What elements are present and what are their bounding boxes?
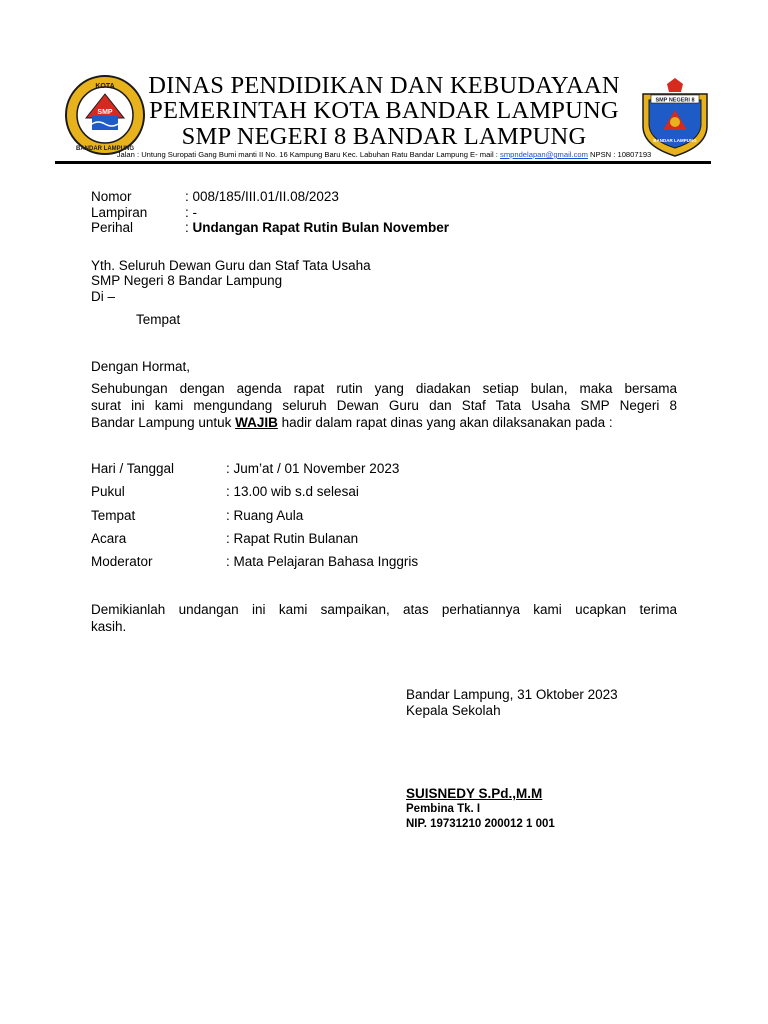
recipient-line-1: Yth. Seluruh Dewan Guru dan Staf Tata Usaha: [91, 258, 371, 273]
svg-text:SMP: SMP: [97, 109, 113, 116]
paragraph-line-3-start: Bandar Lampung untuk: [91, 415, 236, 430]
svg-text:BANDAR LAMPUNG: BANDAR LAMPUNG: [76, 146, 134, 152]
wajib-emphasis: WAJIB: [235, 415, 278, 430]
greeting: Dengan Hormat,: [91, 359, 191, 374]
paragraph-line-2: surat ini kami mengundang seluruh Dewan Guru dan Staf Tata Usaha SMP Negeri 8: [91, 398, 677, 413]
detail-value-tempat: : Ruang Aula: [226, 508, 304, 523]
paragraph-line-3: [91, 414, 677, 431]
detail-value-acara: : Rapat Rutin Bulanan: [226, 531, 359, 546]
address-text: Jalan : Untung Suropati Gang Bumi manti II No. 16 Kampung Baru Kec. Labuhan Ratu Bandar Lampung E- mail :: [116, 150, 501, 159]
detail-label-pukul: Pukul: [91, 484, 125, 499]
recipient-place: Tempat: [136, 312, 181, 327]
svg-text:KOTA: KOTA: [95, 83, 115, 90]
place-date: Bandar Lampung, 31 Oktober 2023: [406, 687, 618, 702]
detail-label-tempat: Tempat: [91, 508, 136, 523]
letterhead-line-1: DINAS PENDIDIKAN DAN KEBUDAYAAN: [148, 72, 620, 99]
signatory-position: Kepala Sekolah: [406, 703, 501, 718]
letterhead-line-2: PEMERINTAH KOTA BANDAR LAMPUNG: [149, 97, 619, 124]
lampiran-value: : -: [185, 205, 197, 220]
detail-label-acara: Acara: [91, 531, 127, 546]
letterhead-divider: [55, 161, 711, 164]
paragraph-line-3-end: hadir dalam rapat dinas yang akan dilaksanakan pada :: [277, 415, 613, 430]
detail-value-moderator: : Mata Pelajaran Bahasa Inggris: [226, 554, 419, 569]
detail-label-hari: Hari / Tanggal: [91, 461, 175, 476]
recipient-line-2: SMP Negeri 8 Bandar Lampung: [91, 273, 283, 288]
letterhead-address: [0, 150, 768, 160]
detail-label-moderator: Moderator: [91, 554, 153, 569]
npsn-text: NPSN : 10807193: [587, 150, 652, 159]
detail-value-pukul: : 13.00 wib s.d selesai: [226, 484, 359, 499]
recipient-line-3: Di –: [91, 289, 116, 304]
invitation-paragraph: [91, 380, 677, 431]
closing-line-1: Demikianlah undangan ini kami sampaikan, atas perhatiannya kami ucapkan terima: [91, 602, 677, 617]
email-link[interactable]: smpndelapan@gmail.com: [500, 150, 588, 159]
lampiran-label: Lampiran: [91, 205, 148, 220]
perihal-label: Perihal: [91, 220, 134, 235]
paragraph-line-1: Sehubungan dengan agenda rapat rutin yang diadakan setiap bulan, maka bersama: [91, 381, 677, 396]
nomor-value: : 008/185/III.01/II.08/2023: [185, 189, 339, 204]
signatory-nip: NIP. 19731210 200012 1 001: [406, 818, 555, 830]
detail-value-hari: : Jum’at / 01 November 2023: [226, 461, 400, 476]
letterhead-line-3: SMP NEGERI 8 BANDAR LAMPUNG: [181, 123, 587, 150]
nomor-label: Nomor: [91, 189, 132, 204]
perihal-row: [185, 220, 449, 236]
svg-text:BANDAR LAMPUNG: BANDAR LAMPUNG: [653, 138, 697, 143]
svg-text:SMP NEGERI 8: SMP NEGERI 8: [655, 97, 695, 104]
perihal-colon: :: [185, 220, 193, 235]
closing-paragraph: [91, 601, 677, 635]
signatory-rank: Pembina Tk. I: [406, 803, 481, 815]
closing-line-2: kasih.: [91, 619, 127, 634]
signatory-name: SUISNEDY S.Pd.,M.M: [406, 786, 543, 801]
perihal-value: Undangan Rapat Rutin Bulan November: [192, 220, 450, 235]
